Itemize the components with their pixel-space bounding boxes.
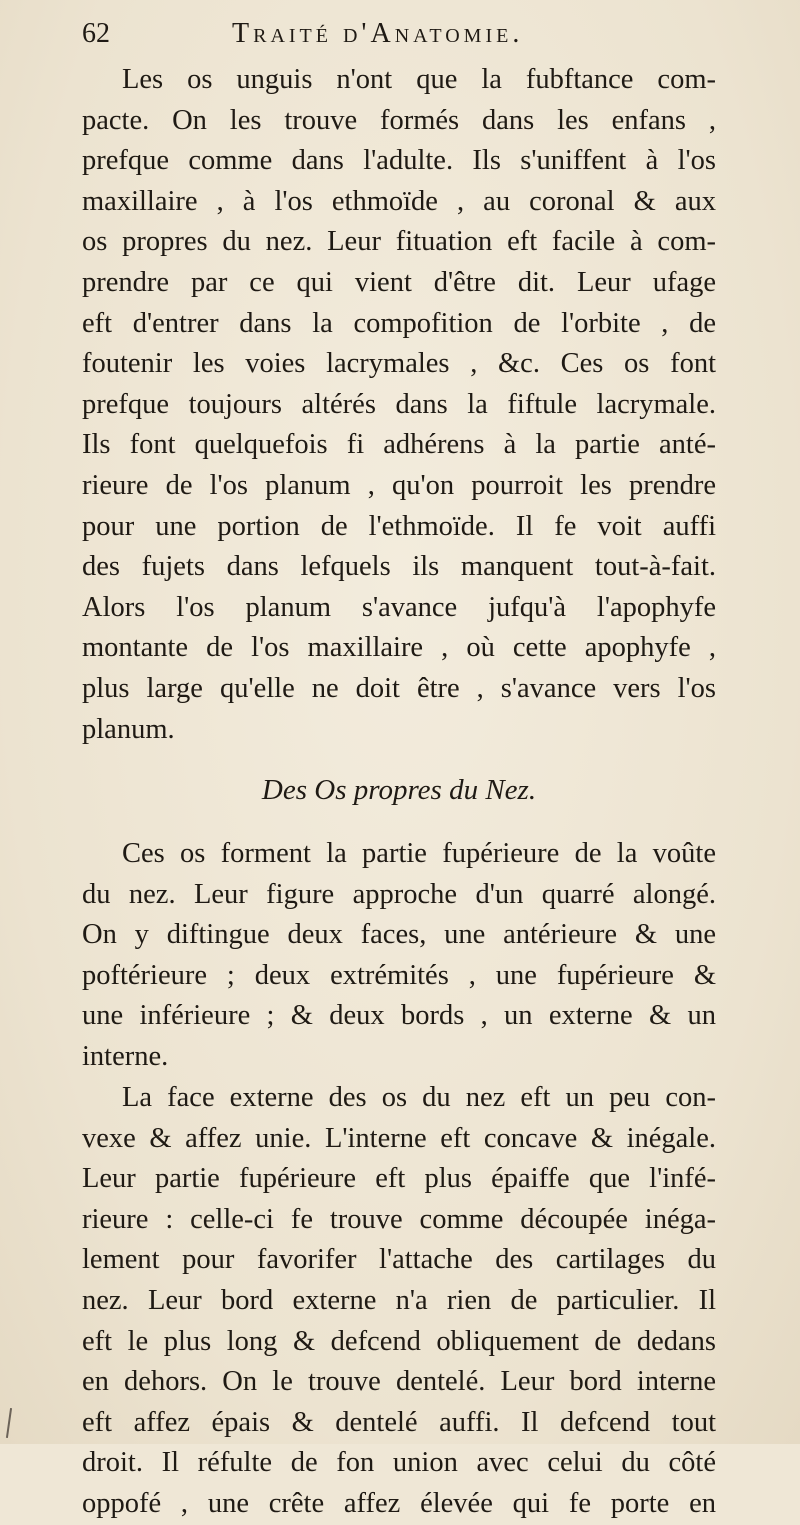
text-line: poftérieure ; deux extrémités , une fupérieure &	[82, 959, 716, 991]
text-line: planum.	[82, 713, 175, 745]
text-line: maxillaire , à l'os ethmoïde , au coronal & aux	[82, 185, 716, 217]
text-line: pacte. On les trouve formés dans les enfans ,	[82, 104, 716, 136]
text-line: prefque toujours altérés dans la fiftule lacrymale.	[82, 388, 716, 420]
text-line: pour une portion de l'ethmoïde. Il fe voit auffi	[82, 510, 716, 542]
page-number: 62	[82, 18, 110, 49]
text-line: Leur partie fupérieure eft plus épaiffe que l'infé-	[82, 1163, 716, 1195]
text-line: montante de l'os maxillaire , où cette apophyfe ,	[82, 632, 716, 664]
text-line: plus large qu'elle ne doit être , s'avance vers l'os	[82, 672, 716, 704]
text-line: eft affez épais & dentelé auffi. Il defcend tout	[82, 1406, 716, 1438]
text-line: Ils font quelquefois fi adhérens à la partie anté-	[82, 429, 716, 461]
text-line: nez. Leur bord externe n'a rien de particulier. Il	[82, 1284, 716, 1316]
page-header	[82, 14, 722, 54]
text-line: eft d'entrer dans la compofition de l'orbite , de	[82, 307, 716, 339]
text-line: interne.	[82, 1040, 169, 1072]
text-line: oppofé , une crête affez élevée qui fe porte en	[82, 1487, 716, 1519]
text-line: une inférieure ; & deux bords , un externe & un	[82, 1000, 716, 1032]
paragraph-nasal-bones-faces	[82, 1078, 716, 1525]
text-line: en dehors. On le trouve dentelé. Leur bord interne	[82, 1366, 716, 1398]
text-line: des fujets dans lefquels ils manquent tout-à-fait.	[82, 551, 716, 583]
text-line: La face externe des os du nez eft un peu con-	[122, 1082, 716, 1113]
text-line: droit. Il réfulte de fon union avec celui du côté	[82, 1447, 716, 1479]
text-line: rieure : celle-ci fe trouve comme découpée inéga-	[82, 1203, 716, 1235]
text-line: du nez. Leur figure approche d'un quarré alongé.	[82, 878, 716, 910]
text-line: prendre par ce qui vient d'être dit. Leur ufage	[82, 266, 716, 298]
margin-mark	[6, 1408, 12, 1438]
text-line: Ces os forment la partie fupérieure de la voûte	[122, 838, 716, 869]
text-line: lement pour favorifer l'attache des cartilages du	[82, 1244, 716, 1276]
text-line: On y diftingue deux faces, une antérieure & une	[82, 919, 716, 951]
paragraph-nasal-bones-intro	[82, 834, 716, 1078]
text-line: prefque comme dans l'adulte. Ils s'uniffent à l'os	[82, 145, 716, 177]
section-heading: Des Os propres du Nez.	[261, 774, 537, 806]
text-line: eft le plus long & defcend obliquement de dedans	[82, 1325, 716, 1357]
text-line: os propres du nez. Leur fituation eft facile à com-	[82, 226, 716, 258]
text-line: foutenir les voies lacrymales , &c. Ces os font	[82, 348, 716, 380]
text-line: Les os unguis n'ont que la fubftance com-	[122, 64, 716, 95]
paragraph-os-unguis	[82, 60, 716, 750]
text-line: vexe & affez unie. L'interne eft concave & inégale.	[82, 1122, 716, 1154]
text-line: Alors l'os planum s'avance jufqu'à l'apophyfe	[82, 591, 716, 623]
text-line: rieure de l'os planum , qu'on pourroit les prendre	[82, 469, 716, 501]
running-title: Traité d'Anatomie.	[232, 18, 524, 49]
